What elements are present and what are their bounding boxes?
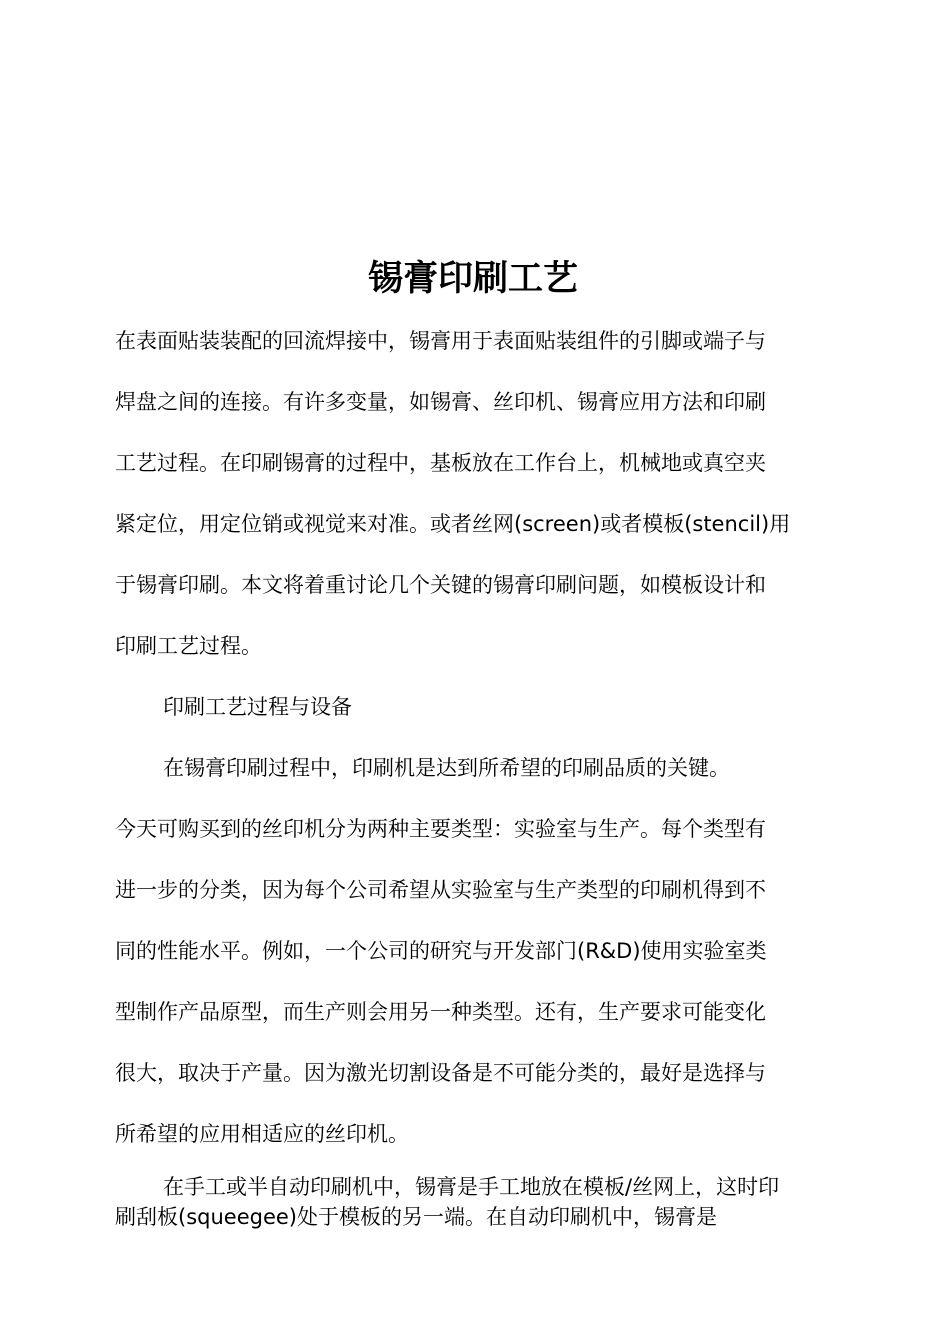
paragraph-line: 所希望的应用相适应的丝印机。: [115, 1122, 409, 1146]
paragraph-line: 很大，取决于产量。因为激光切割设备是不可能分类的，最好是选择与: [115, 1061, 766, 1085]
paragraph-line: 进一步的分类，因为每个公司希望从实验室与生产类型的印刷机得到不: [115, 878, 766, 902]
paragraph-line: 于锡膏印刷。本文将着重讨论几个关键的锡膏印刷问题，如模板设计和: [115, 573, 766, 597]
paragraph-line: 在锡膏印刷过程中，印刷机是达到所希望的印刷品质的关键。: [163, 756, 730, 780]
paragraph-line: 紧定位，用定位销或视觉来对准。或者丝网(screen)或者模板(stencil)用: [115, 512, 791, 536]
paragraph-line: 刷刮板(squeegee)处于模板的另一端。在自动印刷机中，锡膏是: [115, 1205, 717, 1229]
paragraph-line: 工艺过程。在印刷锡膏的过程中，基板放在工作台上，机械地或真空夹: [115, 451, 766, 475]
paragraph-line: 型制作产品原型，而生产则会用另一种类型。还有，生产要求可能变化: [115, 1000, 766, 1024]
paragraph-line: 今天可购买到的丝印机分为两种主要类型：实验室与生产。每个类型有: [115, 817, 766, 841]
paragraph-line: 同的性能水平。例如，一个公司的研究与开发部门(R&D)使用实验室类: [115, 939, 767, 963]
paragraph-line: 在手工或半自动印刷机中，锡膏是手工地放在模板/丝网上，这时印: [163, 1175, 780, 1199]
paragraph-line: 焊盘之间的连接。有许多变量，如锡膏、丝印机、锡膏应用方法和印刷: [115, 390, 766, 414]
paragraph-line: 在表面贴装装配的回流焊接中，锡膏用于表面贴装组件的引脚或端子与: [115, 329, 766, 353]
document-title: 锡膏印刷工艺: [367, 259, 578, 299]
paragraph-line: 印刷工艺过程。: [115, 634, 262, 658]
section-heading: 印刷工艺过程与设备: [163, 695, 352, 719]
